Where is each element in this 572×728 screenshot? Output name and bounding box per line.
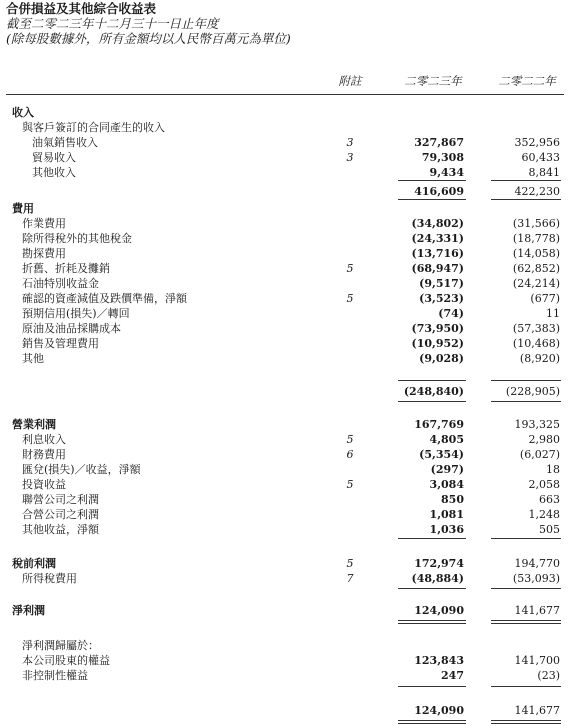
row-label: 淨利潤: [12, 604, 45, 617]
value-2022: 352,956: [514, 136, 560, 149]
total-double-rule: [398, 623, 466, 624]
row-label: 非控制性權益: [22, 669, 88, 682]
table-row: [0, 603, 572, 618]
value-2023: 416,609: [414, 185, 464, 198]
row-note-ref: 6: [346, 448, 354, 461]
value-2022: (62,852): [512, 262, 560, 275]
row-label: 本公司股東的權益: [22, 654, 110, 667]
table-row: [0, 432, 572, 447]
value-2023: 1,036: [429, 523, 464, 536]
table-row: [0, 638, 572, 653]
value-2022: 505: [539, 523, 560, 536]
value-2022: (6,027): [519, 448, 560, 461]
value-2022: 18: [546, 463, 560, 476]
value-2023: 123,843: [414, 654, 464, 667]
value-2023: 124,090: [414, 704, 464, 717]
row-label: 勘探費用: [22, 247, 66, 260]
row-label: 原油及油品採購成本: [22, 322, 121, 335]
total-double-rule: [491, 620, 561, 621]
row-label: 石油特別收益金: [22, 277, 99, 290]
row-label: 作業費用: [22, 217, 66, 230]
statement-unit-note: (除每股數據外，所有金額均以人民幣百萬元為單位): [6, 31, 291, 46]
table-row: [0, 231, 572, 246]
value-2023: 850: [441, 493, 464, 506]
value-2023: 4,805: [429, 433, 464, 446]
value-2022: 2,980: [528, 433, 560, 446]
row-label: 與客戶簽訂的合同產生的收入: [22, 121, 165, 134]
subtotal-rule: [491, 199, 561, 200]
value-2023: (73,950): [411, 322, 464, 335]
value-2022: (10,468): [512, 337, 560, 350]
value-2023: (5,354): [419, 448, 464, 461]
column-header-note: 附註: [338, 74, 362, 88]
row-note-ref: 5: [346, 557, 354, 570]
table-row: [0, 571, 572, 586]
subtotal-rule: [398, 401, 466, 402]
value-2023: 172,974: [414, 557, 464, 570]
row-note-ref: 5: [346, 478, 354, 491]
table-row: [0, 492, 572, 507]
value-2023: (74): [438, 307, 464, 320]
table-row: [0, 556, 572, 571]
value-2022: 194,770: [514, 557, 560, 570]
value-2022: (14,058): [512, 247, 560, 260]
table-row: [0, 246, 572, 261]
table-row: [0, 321, 572, 336]
row-note-ref: 5: [346, 433, 354, 446]
subtotal-rule: [491, 686, 561, 687]
value-2023: 1,081: [429, 508, 464, 521]
value-2023: 3,084: [429, 478, 464, 491]
total-double-rule: [398, 720, 466, 721]
table-row: [0, 384, 572, 399]
row-label: 淨利潤歸屬於：: [22, 639, 99, 652]
row-label: 收入: [12, 106, 34, 119]
table-row: [0, 668, 572, 683]
value-2023: (48,884): [411, 572, 464, 585]
value-2022: (677): [530, 292, 560, 305]
table-row: [0, 417, 572, 432]
row-label: 其他: [22, 352, 44, 365]
table-row: [0, 261, 572, 276]
row-label: 匯兌(損失)／收益，淨額: [22, 463, 141, 476]
row-label: 除所得稅外的其他稅金: [22, 232, 132, 245]
table-row: [0, 105, 572, 120]
value-2022: 141,677: [514, 704, 560, 717]
subtotal-rule: [398, 686, 466, 687]
subtotal-rule: [491, 401, 561, 402]
header-rule: [6, 94, 564, 95]
row-note-ref: 3: [346, 136, 354, 149]
value-2023: (68,947): [411, 262, 464, 275]
row-label: 財務費用: [22, 448, 66, 461]
subtotal-rule: [491, 538, 561, 539]
value-2022: (31,566): [512, 217, 560, 230]
table-row: [0, 184, 572, 199]
subtotal-rule: [398, 380, 466, 381]
row-label: 貿易收入: [32, 151, 76, 164]
total-double-rule: [491, 723, 561, 724]
table-row: [0, 653, 572, 668]
table-row: [0, 276, 572, 291]
value-2022: (57,383): [512, 322, 560, 335]
row-note-ref: 3: [346, 151, 354, 164]
subtotal-rule: [398, 538, 466, 539]
value-2023: 124,090: [414, 604, 464, 617]
statement-title: 合併損益及其他綜合收益表: [6, 1, 157, 16]
row-label: 費用: [12, 202, 34, 215]
subtotal-rule: [398, 588, 466, 589]
value-2023: (3,523): [419, 292, 464, 305]
total-double-rule: [491, 623, 561, 624]
value-2023: (9,028): [419, 352, 464, 365]
table-row: [0, 477, 572, 492]
row-label: 油氣銷售收入: [32, 136, 98, 149]
value-2023: 247: [441, 669, 464, 682]
row-label: 銷售及管理費用: [22, 337, 99, 350]
value-2022: (53,093): [512, 572, 560, 585]
row-label: 稅前利潤: [12, 557, 56, 570]
table-row: [0, 306, 572, 321]
table-row: [0, 135, 572, 150]
statement-period: 截至二零二三年十二月三十一日止年度: [6, 16, 219, 31]
value-2023: (297): [430, 463, 464, 476]
value-2022: (24,214): [512, 277, 560, 290]
value-2022: (23): [537, 669, 560, 682]
row-label: 其他收入: [32, 166, 76, 179]
table-row: [0, 336, 572, 351]
table-row: [0, 507, 572, 522]
value-2022: 1,248: [528, 508, 560, 521]
column-header-2022: 二零二二年: [498, 74, 556, 88]
table-row: [0, 150, 572, 165]
table-row: [0, 165, 572, 180]
value-2022: (228,905): [505, 385, 560, 398]
value-2022: 193,325: [514, 418, 560, 431]
row-note-ref: 5: [346, 262, 354, 275]
subtotal-rule: [398, 199, 466, 200]
row-note-ref: 5: [346, 292, 354, 305]
value-2022: 141,700: [514, 654, 560, 667]
row-label: 所得稅費用: [22, 572, 77, 585]
value-2022: 11: [546, 307, 560, 320]
row-label: 預期信用(損失)／轉回: [22, 307, 130, 320]
table-row: [0, 291, 572, 306]
subtotal-rule: [491, 180, 561, 181]
table-row: [0, 351, 572, 366]
table-row: [0, 120, 572, 135]
row-label: 利息收入: [22, 433, 66, 446]
value-2022: (8,920): [519, 352, 560, 365]
row-label: 聯營公司之利潤: [22, 493, 99, 506]
subtotal-rule: [491, 380, 561, 381]
value-2023: (13,716): [411, 247, 464, 260]
table-row: [0, 447, 572, 462]
subtotal-rule: [491, 588, 561, 589]
total-double-rule: [398, 723, 466, 724]
value-2022: 422,230: [514, 185, 560, 198]
value-2022: 60,433: [521, 151, 560, 164]
value-2023: (9,517): [419, 277, 464, 290]
row-label: 投資收益: [22, 478, 66, 491]
value-2023: (10,952): [411, 337, 464, 350]
value-2022: 141,677: [514, 604, 560, 617]
table-row: [0, 462, 572, 477]
value-2023: 9,434: [429, 166, 464, 179]
value-2023: (248,840): [403, 385, 464, 398]
column-header-2023: 二零二三年: [404, 74, 462, 88]
value-2022: 2,058: [528, 478, 560, 491]
value-2022: 8,841: [528, 166, 560, 179]
row-label: 其他收益，淨額: [22, 523, 99, 536]
value-2023: (34,802): [411, 217, 464, 230]
subtotal-rule: [398, 180, 466, 181]
value-2022: 663: [539, 493, 560, 506]
value-2023: 327,867: [414, 136, 464, 149]
table-row: [0, 522, 572, 537]
row-label: 合營公司之利潤: [22, 508, 99, 521]
value-2023: (24,331): [411, 232, 464, 245]
table-row: [0, 201, 572, 216]
total-double-rule: [398, 620, 466, 621]
value-2023: 79,308: [421, 151, 464, 164]
row-label: 確認的資產減值及跌價準備，淨額: [22, 292, 187, 305]
value-2023: 167,769: [414, 418, 464, 431]
row-note-ref: 7: [346, 572, 354, 585]
value-2022: (18,778): [512, 232, 560, 245]
table-row: [0, 216, 572, 231]
row-label: 營業利潤: [12, 418, 56, 431]
row-label: 折舊、折耗及攤銷: [22, 262, 110, 275]
total-double-rule: [491, 720, 561, 721]
table-row: [0, 703, 572, 718]
